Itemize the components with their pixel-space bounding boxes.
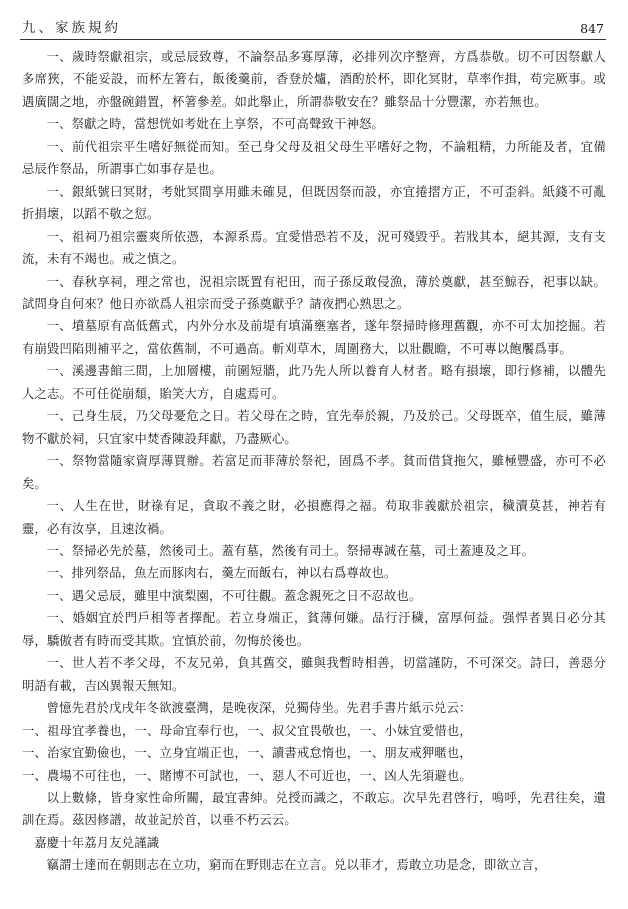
- paragraph: 一、排列祭品，魚左而豚肉右，羹左而飯右，神以右爲尊故也。: [46, 566, 397, 581]
- paragraph: 一、婚姻宜於門戶相等者擇配。若立身端正，貧薄何嫌。品行汙穢，富厚何益。强悍者異日必分其辱，驕傲者有時而受其欺。宜慎於前，勿悔於後也。: [22, 611, 606, 648]
- signature-line: 嘉慶十年荔月友兑謹識: [34, 835, 160, 850]
- paragraph: 一、銀紙號曰冥財，考妣冥間享用雖未確見，但既因祭而設，亦宜捲摺方正，不可歪斜。紙錢不可亂折捐壞，以蹈不敬之愆。: [22, 184, 606, 222]
- paragraph: 一、歲時祭獻祖宗，或忌辰致尊，不論祭品多寡厚薄，必排列次序整齊，方爲恭敬。切不可因祭獻人多席狹，不能妥設，而杯左箸右，飯後羹前，香登於爐，酒酌於杯，即化冥財，草率作揖，苟完厥事。或遇廣闊之地，亦盤碗錯置，杯箸參差。如此舉止，所謂恭敬安在？雖祭品十分豐潔，亦若無也。: [22, 50, 606, 109]
- paragraph: 一、溪邊書館三間，上加層樓，前圍短牆，此乃先人所以養育人材者。略有損壞，即行修補，以體先人之志。不可任從崩頹，貽笑大方，自處焉可。: [22, 364, 606, 401]
- paragraph: 一、墳墓原有高低舊式，内外分水及前堤有填滿壅塞者，遂年祭掃時修理舊觀，亦不可太加挖掘。若有崩毀凹陷則補平之，當依舊制，不可過高。斬刈草木，周圍務大，以壯觀瞻，不可專以飽饜爲事。: [22, 319, 606, 356]
- paragraph: 一、春秋享祠，理之常也，況祖宗既置有祀田，而子孫反敢侵漁，薄於奠獻，甚至鯨吞，祀事以缺。試問身自何來？他日亦欲爲人祖宗而受子孫奠獻乎？請夜捫心熟思之。: [22, 274, 606, 311]
- paragraph: 竊謂士達而在朝則志在立功，窮而在野則志在立言。兑以菲才，焉敢立功是念，即欲立言，: [46, 858, 547, 873]
- paragraph: 以上數條，皆身家性命所關，最宜書紳。兑授而識之，不敢忘。次早先君啓行，嗚呼，先君往矣，遺訓在焉。茲因修譜，故並記於首，以垂不朽云云。: [22, 790, 606, 828]
- paragraph: 一、祖祠乃祖宗靈爽所依憑，本源系焉。宜愛惜恐若不及，況可殘毀乎。若戕其本，絕其源，支有支流，未有不竭也。戒之慎之。: [22, 229, 606, 267]
- paragraph: 一、己身生辰，乃父母憂危之日。若父母在之時，宜先奉於親，乃及於己。父母既卒，值生辰，雖薄物不獻於祠，只宜家中焚香陳設拜獻，乃盡厥心。: [22, 409, 606, 446]
- document-body: [22, 46, 606, 903]
- paragraph: 一、祖母宜孝養也，一、母命宜奉行也，一、叔父宜畏敬也，一、小妹宜愛惜也，: [22, 723, 472, 738]
- paragraph: 一、世人若不孝父母，不友兄弟，負其舊交，雖與我暫時相善，切當謹防，不可深交。詩曰，善惡分明語有載，吉凶異報天無知。: [22, 656, 606, 693]
- page-number: 847: [580, 21, 604, 36]
- paragraph: 曾憶先君於戊戌年冬欲渡臺灣，是晚夜深，兑獨侍坐。先君手書片紙示兑云：: [46, 701, 472, 716]
- header-rule: [20, 39, 606, 40]
- paragraph: 一、人生在世，財祿有足，貪取不義之財，必損應得之福。苟取非義獻於祖宗，穢瀆莫甚，神若有靈，必有汝享，且速汝禍。: [22, 499, 606, 536]
- chapter-title: 九、家族規約: [22, 20, 121, 36]
- paragraph: 一、祭獻之時，當想恍如考妣在上享祭，不可高聲致干神怒。: [46, 117, 385, 132]
- paragraph: 一、治家宜勤儉也，一、立身宜端正也，一、讀書戒怠惰也，一、朋友戒狎暱也，: [22, 746, 472, 761]
- page-header: [22, 10, 604, 36]
- paragraph: 一、祭物當隨家資厚薄買辦。若富足而菲薄於祭祀，固爲不孝。貧而借貸拖欠，雖極豐盛，亦可不必矣。: [22, 454, 606, 491]
- paragraph: 一、遇父忌辰，雖里中演梨園，不可往觀。蓋念親死之日不忍故也。: [46, 588, 422, 603]
- paragraph: 一、農場不可往也，一、賭博不可試也，一、惡人不可近也，一、凶人先須避也。: [22, 768, 472, 783]
- paragraph: 一、前代祖宗平生嗜好無從而知。至己身父母及祖父母生平嗜好之物，不論粗精，力所能及者，宜備忌辰作祭品，所謂事亡如事存是也。: [22, 139, 606, 177]
- paragraph: 一、祭掃必先於墓，然後司土。蓋有墓，然後有司土。祭掃專誠在墓，司土蓋連及之耳。: [46, 543, 534, 558]
